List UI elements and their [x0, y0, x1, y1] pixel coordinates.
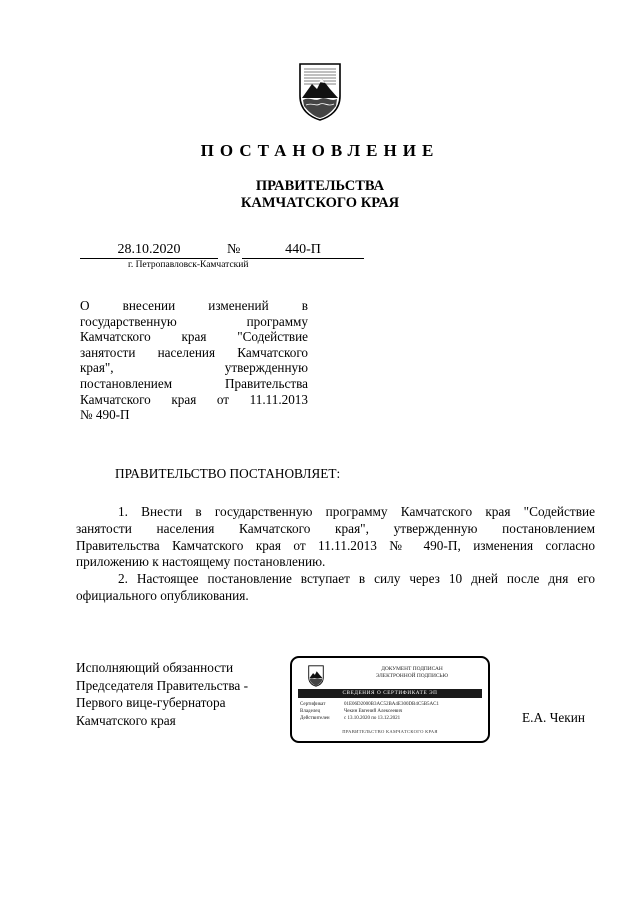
stamp-header	[352, 666, 472, 680]
clause-line: официального опубликования.	[76, 587, 249, 603]
stamp-footer: ПРАВИТЕЛЬСТВО КАМЧАТСКОГО КРАЯ	[342, 729, 438, 734]
title-line: постановлением Правительства	[80, 375, 308, 391]
stamp-header-line: ДОКУМЕНТ ПОДПИСАН	[381, 666, 443, 672]
certificate-row-value: с 13.10.2020 по 13.12.2021	[344, 716, 401, 721]
certificate-row	[300, 709, 402, 715]
certificate-row-key: Сертификат	[300, 702, 326, 707]
issuer-line: ПРАВИТЕЛЬСТВА	[255, 178, 385, 194]
clause-line: Правительства Камчатского края от 11.11.2013 № 490-П, изменения согласно	[76, 537, 595, 553]
position-line: Председателя Правительства -	[76, 677, 249, 693]
number-sign: №	[227, 242, 241, 257]
clause-line: приложению к настоящему постановлению.	[76, 554, 326, 570]
title-line: занятости населения Камчатского	[80, 344, 308, 360]
certificate-row-key: Действителен	[300, 716, 330, 721]
title-line: О внесении изменений в	[80, 298, 308, 313]
certificate-row-key: Владелец	[300, 709, 321, 714]
document-type-heading: ПОСТАНОВЛЕНИЕ	[200, 141, 440, 160]
stamp-header-line: ЭЛЕКТРОННОЙ ПОДПИСЬЮ	[375, 673, 449, 679]
title-line: Камчатского края от 11.11.2013	[80, 391, 308, 407]
signatory-position	[76, 659, 248, 729]
electronic-signature-stamp	[290, 656, 490, 743]
clause-line: 2. Настоящее постановление вступает в силу через 10 дней после дня его	[118, 571, 595, 586]
city-label: г. Петропавловск-Камчатский	[128, 260, 249, 270]
certificate-row	[300, 702, 439, 708]
coat-of-arms-icon	[298, 62, 342, 122]
clause-1	[76, 504, 595, 571]
title-line: государственную программу	[80, 313, 308, 329]
document-number: 440-П	[242, 242, 364, 259]
certificate-row-value: 01E06D2000B3AC52BA4E300DB4C5B5AC1	[344, 702, 440, 707]
resolves-heading: ПРАВИТЕЛЬСТВО ПОСТАНОВЛЯЕТ:	[115, 466, 341, 481]
position-line: Первого вице-губернатора	[76, 695, 226, 710]
clause-line: занятости населения Камчатского края", утвержденную постановлением	[76, 520, 595, 536]
issuer-line: КАМЧАТСКОГО КРАЯ	[240, 195, 400, 211]
title-line: Камчатского края "Содействие	[80, 329, 308, 345]
issuer-heading	[0, 178, 640, 212]
certificate-row	[300, 716, 400, 722]
document-title	[80, 298, 308, 423]
certificate-row-value: Чекин Евгений Алексеевич	[344, 709, 403, 714]
signer-name: Е.А. Чекин	[522, 710, 585, 725]
title-line: № 490-П	[80, 407, 130, 423]
title-line: края", утвержденную	[80, 360, 308, 376]
clause-line: 1. Внести в государственную программу Камчатского края "Содействие	[118, 504, 595, 519]
position-line: Камчатского края	[76, 712, 176, 728]
document-date: 28.10.2020	[80, 242, 218, 259]
clause-2	[76, 571, 595, 605]
stamp-crest-icon	[308, 665, 324, 687]
position-line: Исполняющий обязанности	[76, 660, 234, 675]
certificate-info-bar: СВЕДЕНИЯ О СЕРТИФИКАТЕ ЭП	[298, 689, 482, 698]
